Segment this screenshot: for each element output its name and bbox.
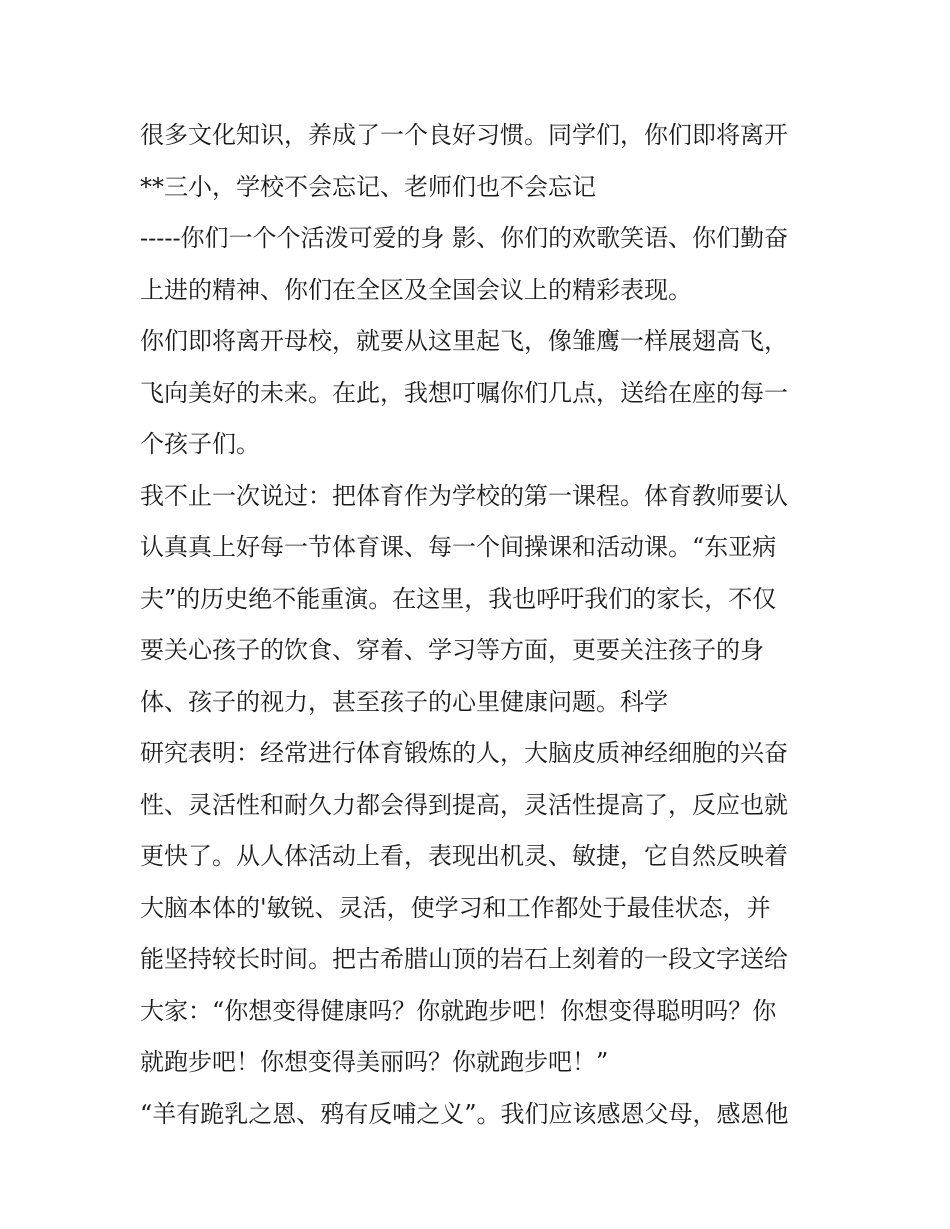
text-line: 性、灵活性和耐久力都会得到提高，灵活性提高了，反应也就 xyxy=(140,790,788,819)
text-line: 更快了。从人体活动上看，表现出机灵、敏捷，它自然反映着 xyxy=(140,842,788,870)
text-line: 你们即将离开母校，就要从这里起飞，像雏鹰一样展翅高飞， xyxy=(140,327,788,355)
text-line: 上进的精神、你们在全区及全国会议上的精彩表现。 xyxy=(140,275,692,304)
text-line: 大脑本体的'敏锐、灵活，使学习和工作都处于最佳状态，并 xyxy=(140,893,771,922)
text-line: 大家：“你想变得健康吗？你就跑步吧！你想变得聪明吗？你 xyxy=(140,996,777,1025)
text-line: 夫”的历史绝不能重演。在这里，我也呼吁我们的家长，不仅 xyxy=(140,584,777,613)
text-line: 很多文化知识，养成了一个良好习惯。同学们，你们即将离开 xyxy=(140,121,788,149)
text-line: 就跑步吧！你想变得美丽吗？你就跑步吧！” xyxy=(140,1048,609,1076)
text-line: 体、孩子的视力，甚至孩子的心里健康问题。科学 xyxy=(140,687,668,716)
text-line: 认真真上好每一节体育课、每一个间操课和活动课。“东亚病 xyxy=(140,533,777,561)
text-line: -----你们一个个活泼可爱的身 影、你们的欢歌笑语、你们勤奋 xyxy=(140,224,789,252)
text-line: “羊有跪乳之恩、鸦有反哺之义”。我们应该感恩父母，感恩他 xyxy=(140,1099,789,1128)
text-line: 个孩子们。 xyxy=(140,430,260,458)
text-line: **三小，学校不会忘记、老师们也不会忘记 xyxy=(140,172,596,201)
text-line: 飞向美好的未来。在此，我想叮嘱你们几点，送给在座的每一 xyxy=(140,378,788,407)
document-body xyxy=(140,110,820,1140)
text-line: 要关心孩子的饮食、穿着、学习等方面，更要关注孩子的身 xyxy=(140,636,764,664)
text-line: 我不止一次说过：把体育作为学校的第一课程。体育教师要认 xyxy=(140,481,788,510)
text-line: 能坚持较长时间。把古希腊山顶的岩石上刻着的一段文字送给 xyxy=(140,945,788,973)
text-line: 研究表明：经常进行体育锻炼的人，大脑皮质神经细胞的兴奋 xyxy=(140,739,788,767)
